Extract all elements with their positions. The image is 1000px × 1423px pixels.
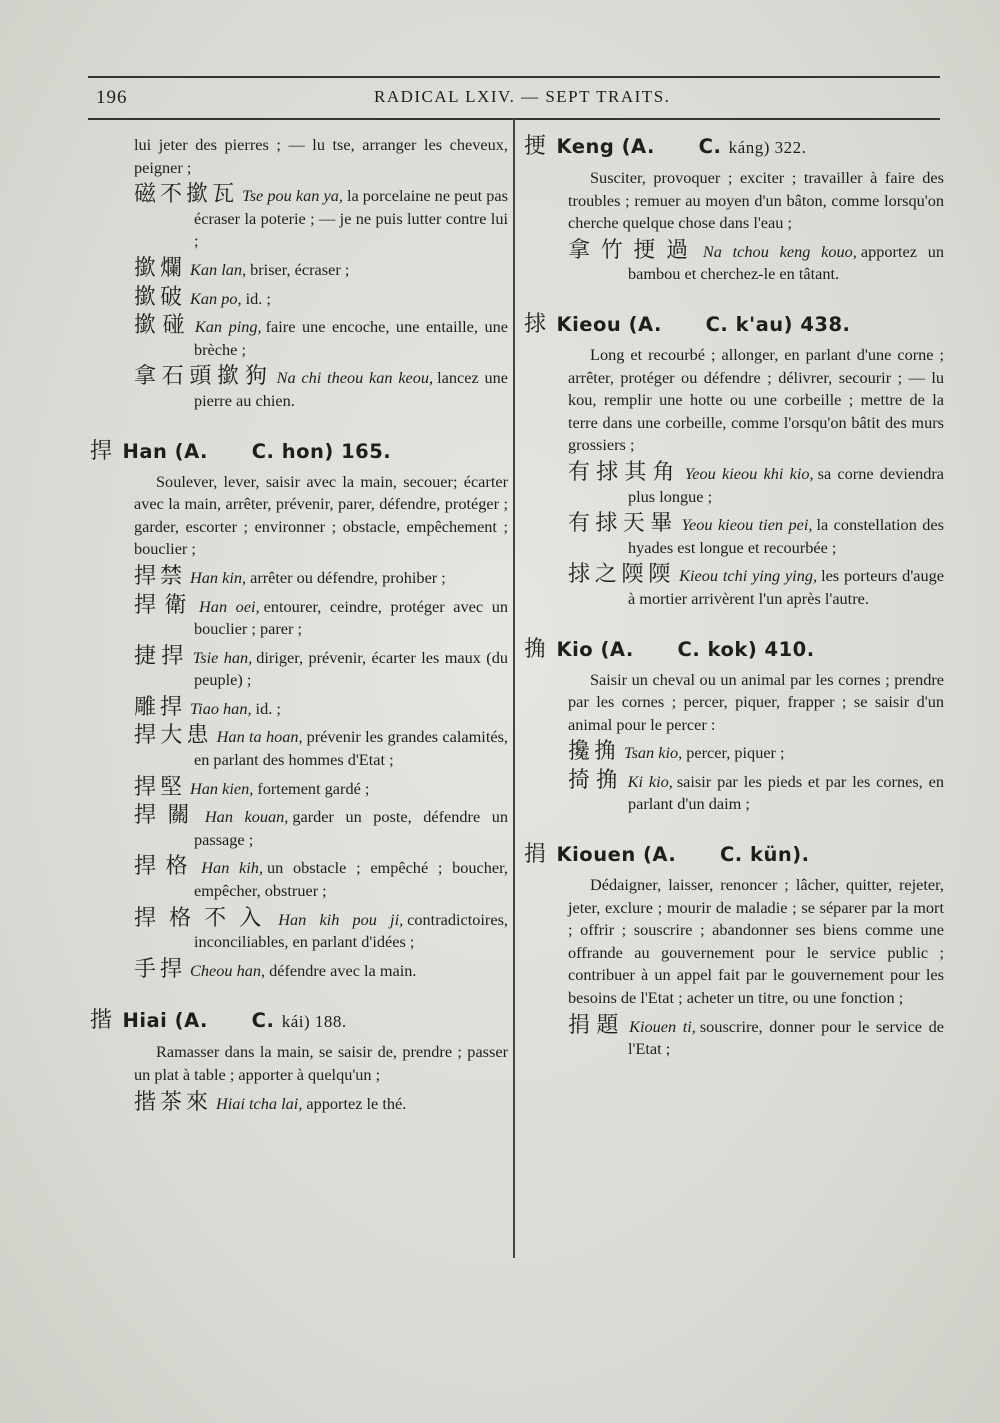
left-column xyxy=(90,134,508,1115)
entry-definition: Soulever, lever, saisir avec la main, secouer; écarter avec la main, arrêter, prévenir, parer, défendre, protéger ; garder, escorter ; environner ; obstacle, empêchement ; bouclier ; xyxy=(134,471,508,559)
compound-list xyxy=(90,1089,508,1116)
compound-entry xyxy=(524,564,944,610)
compound-characters: 撳破 xyxy=(134,284,187,310)
compound-romanization: Kieou tchi ying ying, xyxy=(679,566,818,586)
compound-definition: id. ; xyxy=(245,288,271,308)
compound-entry xyxy=(90,563,508,590)
compound-romanization: Han ta hoan, xyxy=(216,727,303,747)
compound-list xyxy=(90,563,508,983)
compound-definition: percer, piquer ; xyxy=(686,743,785,763)
compound-romanization: Na chi theou kan keou, xyxy=(276,368,434,388)
compound-list xyxy=(90,184,508,412)
compound-entry xyxy=(90,315,508,361)
compound-definition: un obstacle ; empêché ; boucher, empêcher, obstruer ; xyxy=(194,858,508,901)
compound-definition: diriger, prévenir, écarter les maux (du peuple) ; xyxy=(194,647,508,690)
compound-definition: id. ; xyxy=(255,698,281,718)
compound-entry xyxy=(90,1089,508,1116)
compound-entry xyxy=(90,956,508,983)
compound-characters: 捐題 xyxy=(568,1012,626,1038)
compound-romanization: Han kih pou ji, xyxy=(278,909,404,929)
entry-code: kok) 410. xyxy=(707,637,815,661)
entry-romanization: Kiouen (A. xyxy=(556,843,677,867)
compound-definition: saisir par les pieds et par les cornes, en parlant d'un daim ; xyxy=(628,771,944,814)
compound-romanization: Tse pou kan ya, xyxy=(242,186,343,206)
compound-romanization: Yeou kieou tien pei, xyxy=(681,515,813,535)
entry-heading xyxy=(524,637,944,663)
entry-romanization: Kieou (A. xyxy=(556,312,662,336)
compound-entry xyxy=(524,237,944,286)
compound-characters: 捍格不入 xyxy=(134,905,275,931)
compound-entry xyxy=(90,592,508,641)
compound-definition: contradictoires, inconciliables, en parlant d'idées ; xyxy=(194,909,508,952)
compound-romanization: Cheou han, xyxy=(190,960,266,980)
compound-definition: apportez un bambou et cherchez-le en tâtant. xyxy=(628,241,944,284)
entry-code-label: C. xyxy=(251,1009,275,1033)
compound-list xyxy=(524,459,944,611)
compound-definition: entourer, ceindre, protéger avec un bouclier ; parer ; xyxy=(194,596,508,639)
compound-characters: 磁不撳瓦 xyxy=(134,182,239,208)
compound-entry xyxy=(90,805,508,851)
entry-definition: Ramasser dans la main, se saisir de, prendre ; passer un plat à table ; apporter à quelqu'un ; xyxy=(134,1042,508,1084)
entry-heading xyxy=(524,312,944,338)
compound-characters: 捍格 xyxy=(134,854,198,880)
entry-code: káng) 322. xyxy=(728,138,807,157)
compound-definition: la constellation des hyades est longue et recourbée ; xyxy=(628,515,944,557)
entry-definition: Susciter, provoquer ; exciter ; travailler à faire des troubles ; remuer au moyen d'un bâton, comme lorsqu'on cherche quelque chose dans l'eau ; xyxy=(568,168,944,233)
running-head: RADICAL LXIV. — SEPT TRAITS. xyxy=(374,87,671,106)
entry-code-label: C. xyxy=(705,312,729,336)
compound-entry xyxy=(90,643,508,692)
entry-code-label: C. xyxy=(251,439,275,463)
column-divider xyxy=(513,118,515,1258)
entry-heading xyxy=(90,1008,508,1035)
compound-characters: 攙捔 xyxy=(568,739,621,765)
compound-romanization: Han kih, xyxy=(201,858,264,878)
compound-characters: 捍大患 xyxy=(134,723,213,749)
compound-entry xyxy=(524,741,944,765)
compound-definition: apportez le thé. xyxy=(306,1093,407,1113)
compound-definition: défendre avec la main. xyxy=(269,960,417,980)
compound-entry xyxy=(90,366,508,412)
compound-definition: sa corne deviendra plus longue ; xyxy=(628,463,944,506)
compound-entry xyxy=(90,184,508,253)
compound-romanization: Kan lan, xyxy=(190,259,247,279)
compound-entry xyxy=(524,1012,944,1061)
compound-entry xyxy=(90,774,508,801)
compound-definition: garder un poste, défendre un passage ; xyxy=(194,807,508,849)
compound-characters: 捍禁 xyxy=(134,563,187,589)
compound-characters: 雕捍 xyxy=(134,694,187,720)
compound-romanization: Kan po, xyxy=(190,288,242,308)
compound-characters: 手捍 xyxy=(134,956,187,982)
entry-romanization: Kio (A. xyxy=(556,637,634,661)
compound-characters: 掎捔 xyxy=(568,767,624,793)
compound-romanization: Tsan kio, xyxy=(624,743,683,763)
compound-characters: 捍關 xyxy=(134,803,201,829)
entry-code-label: C. xyxy=(677,637,701,661)
compound-definition: les porteurs d'auge à mortier arrivèrent l'un après l'autre. xyxy=(628,566,944,608)
entry-heading xyxy=(524,842,944,868)
compound-definition: fortement gardé ; xyxy=(257,778,370,798)
compound-characters: 有捄天畢 xyxy=(568,511,678,537)
entry-character: 挭 xyxy=(524,134,547,159)
compound-romanization: Ki kio, xyxy=(627,771,673,791)
compound-characters: 拿竹挭過 xyxy=(568,237,699,263)
compound-definition: prévenir les grandes calamités, en parlant des hommes d'Etat ; xyxy=(194,727,508,770)
compound-definition: lancez une pierre au chien. xyxy=(194,368,508,410)
page-header xyxy=(88,76,940,120)
entry-code: kái) 188. xyxy=(281,1012,347,1032)
compound-list xyxy=(524,1012,944,1061)
compound-characters: 拿石頭撳狗 xyxy=(134,364,273,390)
compound-characters: 捍衛 xyxy=(134,592,196,618)
compound-entry xyxy=(90,694,508,721)
entry-romanization: Hiai (A. xyxy=(122,1009,208,1033)
compound-definition: faire une encoche, une entaille, une brèche ; xyxy=(194,317,508,359)
compound-romanization: Yeou kieou khi kio, xyxy=(684,463,814,483)
compound-entry xyxy=(90,725,508,771)
entry-character: 捍 xyxy=(90,438,113,464)
entry-code-label: C. xyxy=(698,135,722,158)
compound-list xyxy=(524,741,944,816)
compound-entry xyxy=(90,856,508,902)
compound-romanization: Han oei, xyxy=(199,596,260,616)
entry-definition: Saisir un cheval ou un animal par les cornes ; prendre par les cornes ; percer, piquer, frapper ; se saisir d'un animal pour le percer : xyxy=(568,669,944,734)
entry-character: 揩 xyxy=(90,1008,113,1034)
compound-definition: la porcelaine ne peut pas écraser la poterie ; — je ne puis lutter contre lui ; xyxy=(194,186,508,251)
entry-romanization: Keng (A. xyxy=(556,135,655,158)
entry-definition: Dédaigner, laisser, renoncer ; lâcher, quitter, rejeter, jeter, exclure ; mourir de maladie ; se séparer par la mort ; offrir ; souscrire ; abandonner ses biens comme une offrande au gouvernement pour le service public ; contribuer à un appel fait par le gouvernement pour les besoins de l'Etat ; acheter un titre, ou une fonction ; xyxy=(568,875,944,1008)
compound-entry xyxy=(524,767,944,816)
right-column xyxy=(524,134,944,1061)
entry-heading xyxy=(524,134,944,161)
compound-characters: 捄之陾陾 xyxy=(568,562,676,588)
compound-definition: briser, écraser ; xyxy=(250,259,350,279)
compound-characters: 捍堅 xyxy=(134,774,187,800)
compound-romanization: Kan ping, xyxy=(194,317,262,337)
compound-entry xyxy=(90,255,508,282)
compound-characters: 撳碰 xyxy=(134,313,191,339)
continued-text: lui jeter des pierres ; — lu tse, arranger les cheveux, peigner ; xyxy=(134,135,508,177)
entry-character: 捔 xyxy=(524,636,547,662)
compound-entry xyxy=(90,284,508,311)
compound-romanization: Hiai tcha lai, xyxy=(216,1093,303,1113)
entry-character: 捐 xyxy=(524,842,547,868)
entry-code: hon) 165. xyxy=(281,439,392,463)
compound-definition: arrêter ou défendre, prohiber ; xyxy=(250,567,446,587)
entry-romanization: Han (A. xyxy=(122,439,208,463)
compound-entry xyxy=(90,905,508,954)
entry-heading xyxy=(90,439,508,465)
compound-entry xyxy=(524,459,944,508)
compound-romanization: Tiao han, xyxy=(190,698,252,718)
compound-romanization: Han kin, xyxy=(190,567,247,587)
compound-characters: 有捄其角 xyxy=(568,459,681,485)
compound-list xyxy=(524,237,944,286)
compound-definition: souscrire, donner pour le service de l'Etat ; xyxy=(628,1016,944,1059)
compound-romanization: Na tchou keng kouo, xyxy=(702,241,857,261)
compound-entry xyxy=(524,513,944,559)
entry-code: k'au) 438. xyxy=(735,312,851,336)
compound-characters: 捷捍 xyxy=(134,643,189,669)
compound-romanization: Tsie han, xyxy=(192,647,253,667)
entry-definition: Long et recourbé ; allonger, en parlant d'une corne ; arrêter, protéger ou défendre ; délivrer, secourir ; — lu kou, remplir une hotte ou une corbeille ; mettre de la terre dans une corbeille, comme l'orsqu'on bâtit des murs grossiers ; xyxy=(568,344,944,455)
entry-code-label: C. xyxy=(720,843,743,867)
compound-characters: 揩茶來 xyxy=(134,1089,213,1115)
compound-romanization: Kiouen ti, xyxy=(629,1016,696,1036)
compound-characters: 撳爛 xyxy=(134,255,187,281)
page-number: 196 xyxy=(96,87,128,108)
entry-code: kün). xyxy=(750,843,810,867)
compound-romanization: Han kien, xyxy=(190,778,254,798)
compound-romanization: Han kouan, xyxy=(204,807,289,827)
entry-character: 捄 xyxy=(524,311,547,337)
